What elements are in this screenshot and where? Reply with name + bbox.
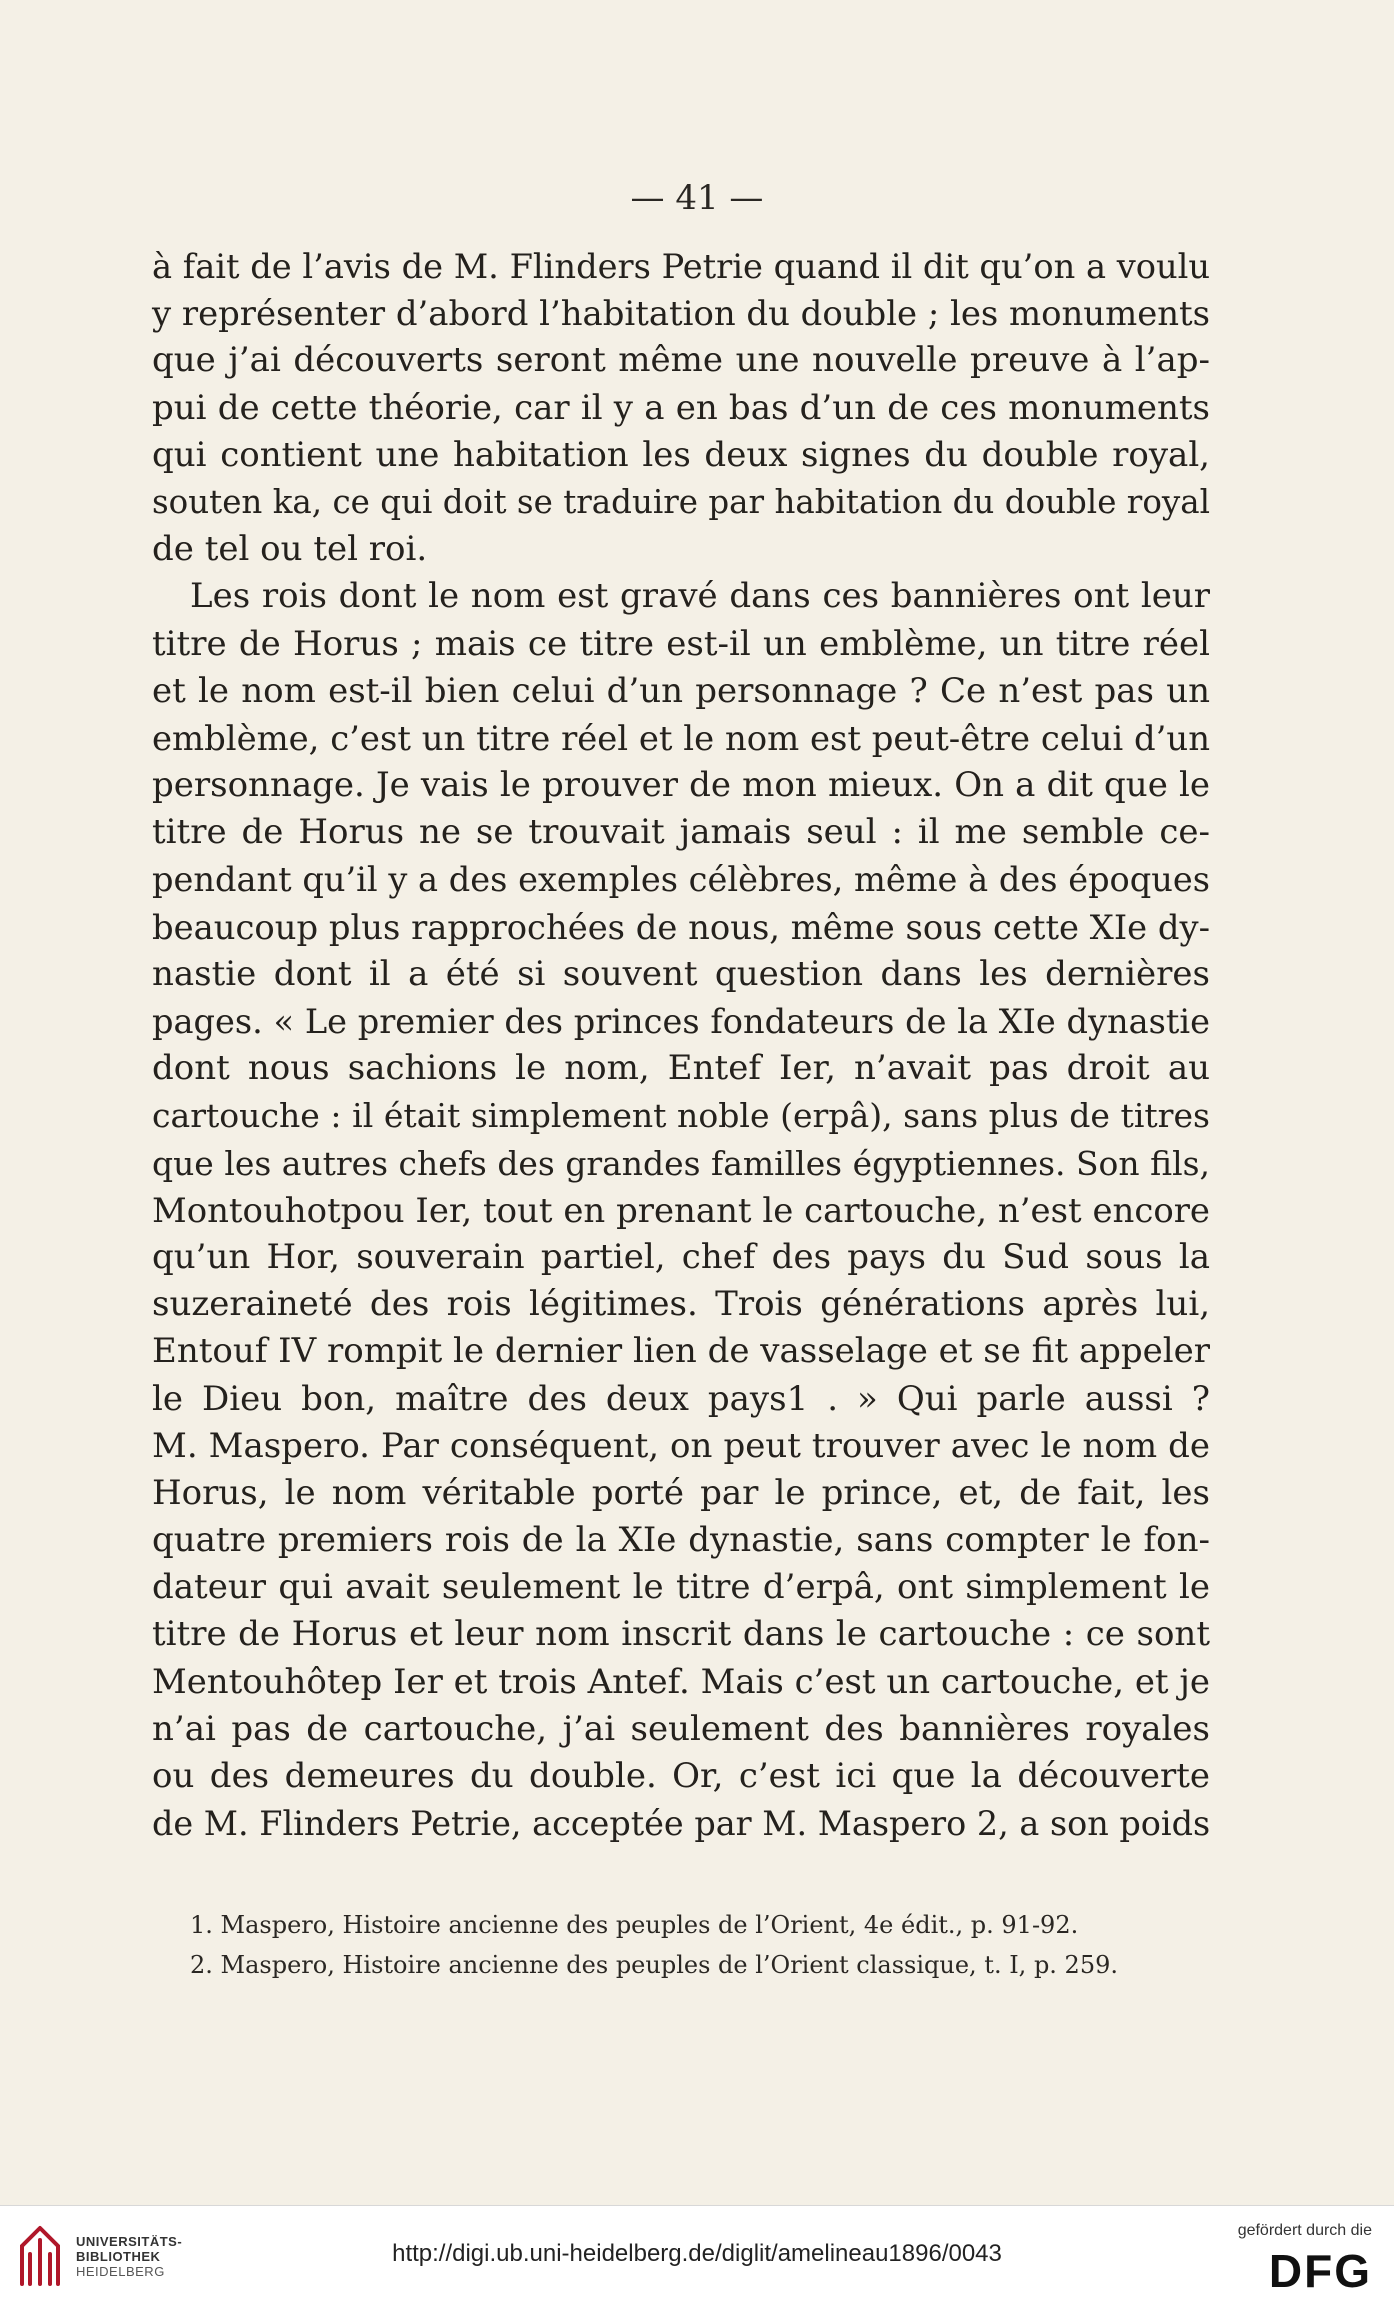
institution-line: BIBLIOTHEK (76, 2249, 161, 2264)
text-line: titre de Horus ne se trouvait jamais seul : il me semble ce- (152, 812, 1210, 853)
page-number: — 41 — (630, 178, 764, 218)
text-line: emblème, c’est un titre réel et le nom est peut-être celui d’un (152, 718, 1210, 758)
text-line: dont nous sachions le nom, Entef Ier, n’avait pas droit au (152, 1048, 1210, 1089)
text-line: personnage. Je vais le prouver de mon mieux. On a dit que le (152, 765, 1210, 806)
text-line: pendant qu’il y a des exemples célèbres, même à des époques (152, 860, 1210, 900)
text-line: Les rois dont le nom est gravé dans ces bannières ont leur (190, 576, 1210, 617)
institution-line: HEIDELBERG (76, 2264, 165, 2279)
text-line: pages. « Le premier des princes fondateurs de la XIe dynastie (152, 1002, 1210, 1041)
text-line: cartouche : il était simplement noble (erpâ), sans plus de titres (152, 1096, 1210, 1136)
text-line: titre de Horus ; mais ce titre est-il un emblème, un titre réel (152, 623, 1210, 664)
footnotes (152, 1905, 1210, 1985)
text-line: Montouhotpou Ier, tout en prenant le cartouche, n’est encore (152, 1190, 1210, 1230)
footnote: 2. Maspero, Histoire ancienne des peuples de l’Orient classique, t. I, p. 259. (190, 1951, 1118, 1979)
text-line: titre de Horus et leur nom inscrit dans le cartouche : ce sont (152, 1614, 1210, 1655)
text-line: et le nom est-il bien celui d’un personnage ? Ce n’est pas un (152, 670, 1210, 711)
text-line: n’ai pas de cartouche, j’ai seulement des bannières royales (152, 1708, 1210, 1749)
text-line: Mentouhôtep Ier et trois Antef. Mais c’est un cartouche, et je (152, 1662, 1210, 1702)
text-line: dateur qui avait seulement le titre d’erpâ, ont simplement le (152, 1567, 1210, 1608)
text-line: nastie dont il a été si souvent question dans les dernières (152, 953, 1210, 994)
text-line: que les autres chefs des grandes familles égyptiennes. Son fils, (152, 1143, 1210, 1183)
text-line: beaucoup plus rapprochées de nous, même sous cette XIe dy- (152, 907, 1210, 947)
body-text (152, 243, 1210, 1847)
text-line: suzeraineté des rois légitimes. Trois générations après lui, (152, 1284, 1210, 1325)
text-line: M. Maspero. Par conséquent, on peut trouver avec le nom de (152, 1425, 1210, 1466)
permalink-url[interactable]: http://digi.ub.uni-heidelberg.de/diglit/amelineau1896/0043 (392, 2240, 1002, 2267)
text-line: pui de cette théorie, car il y a en bas d’un de ces monuments (152, 387, 1210, 428)
text-line: à fait de l’avis de M. Flinders Petrie quand il dit qu’on a voulu (152, 247, 1211, 286)
text-line: ou des demeures du double. Or, c’est ici que la découverte (152, 1756, 1210, 1796)
text-line: quatre premiers rois de la XIe dynastie, sans compter le fon- (152, 1520, 1210, 1561)
text-line: de tel ou tel roi. (152, 529, 428, 570)
dfg-logo[interactable]: DFG (1268, 2245, 1372, 2297)
institution-line: UNIVERSITÄTS- (76, 2234, 183, 2249)
text-line: Entouf IV rompit le dernier lien de vasselage et se fit appeler (152, 1331, 1210, 1372)
text-line: Horus, le nom véritable porté par le prince, et, de fait, les (152, 1472, 1210, 1513)
text-line: de M. Flinders Petrie, acceptée par M. Maspero 2, a son poids (152, 1804, 1211, 1844)
funded-by-label: gefördert durch die (1237, 2222, 1372, 2239)
text-line: que j’ai découverts seront même une nouvelle preuve à l’ap- (152, 340, 1210, 381)
text-line: qu’un Hor, souverain partiel, chef des pays du Sud sous la (152, 1236, 1210, 1277)
text-line: souten ka, ce qui doit se traduire par habitation du double royal (152, 482, 1210, 521)
text-line: qui contient une habitation les deux signes du double royal, (152, 434, 1210, 475)
text-line: le Dieu bon, maître des deux pays1 . » Qui parle aussi ? (152, 1378, 1210, 1419)
viewer-footer (0, 2205, 1394, 2306)
text-line: y représenter d’abord l’habitation du double ; les monuments (152, 294, 1211, 334)
footnote: 1. Maspero, Histoire ancienne des peuples de l’Orient, 4e édit., p. 91-92. (190, 1911, 1079, 1939)
